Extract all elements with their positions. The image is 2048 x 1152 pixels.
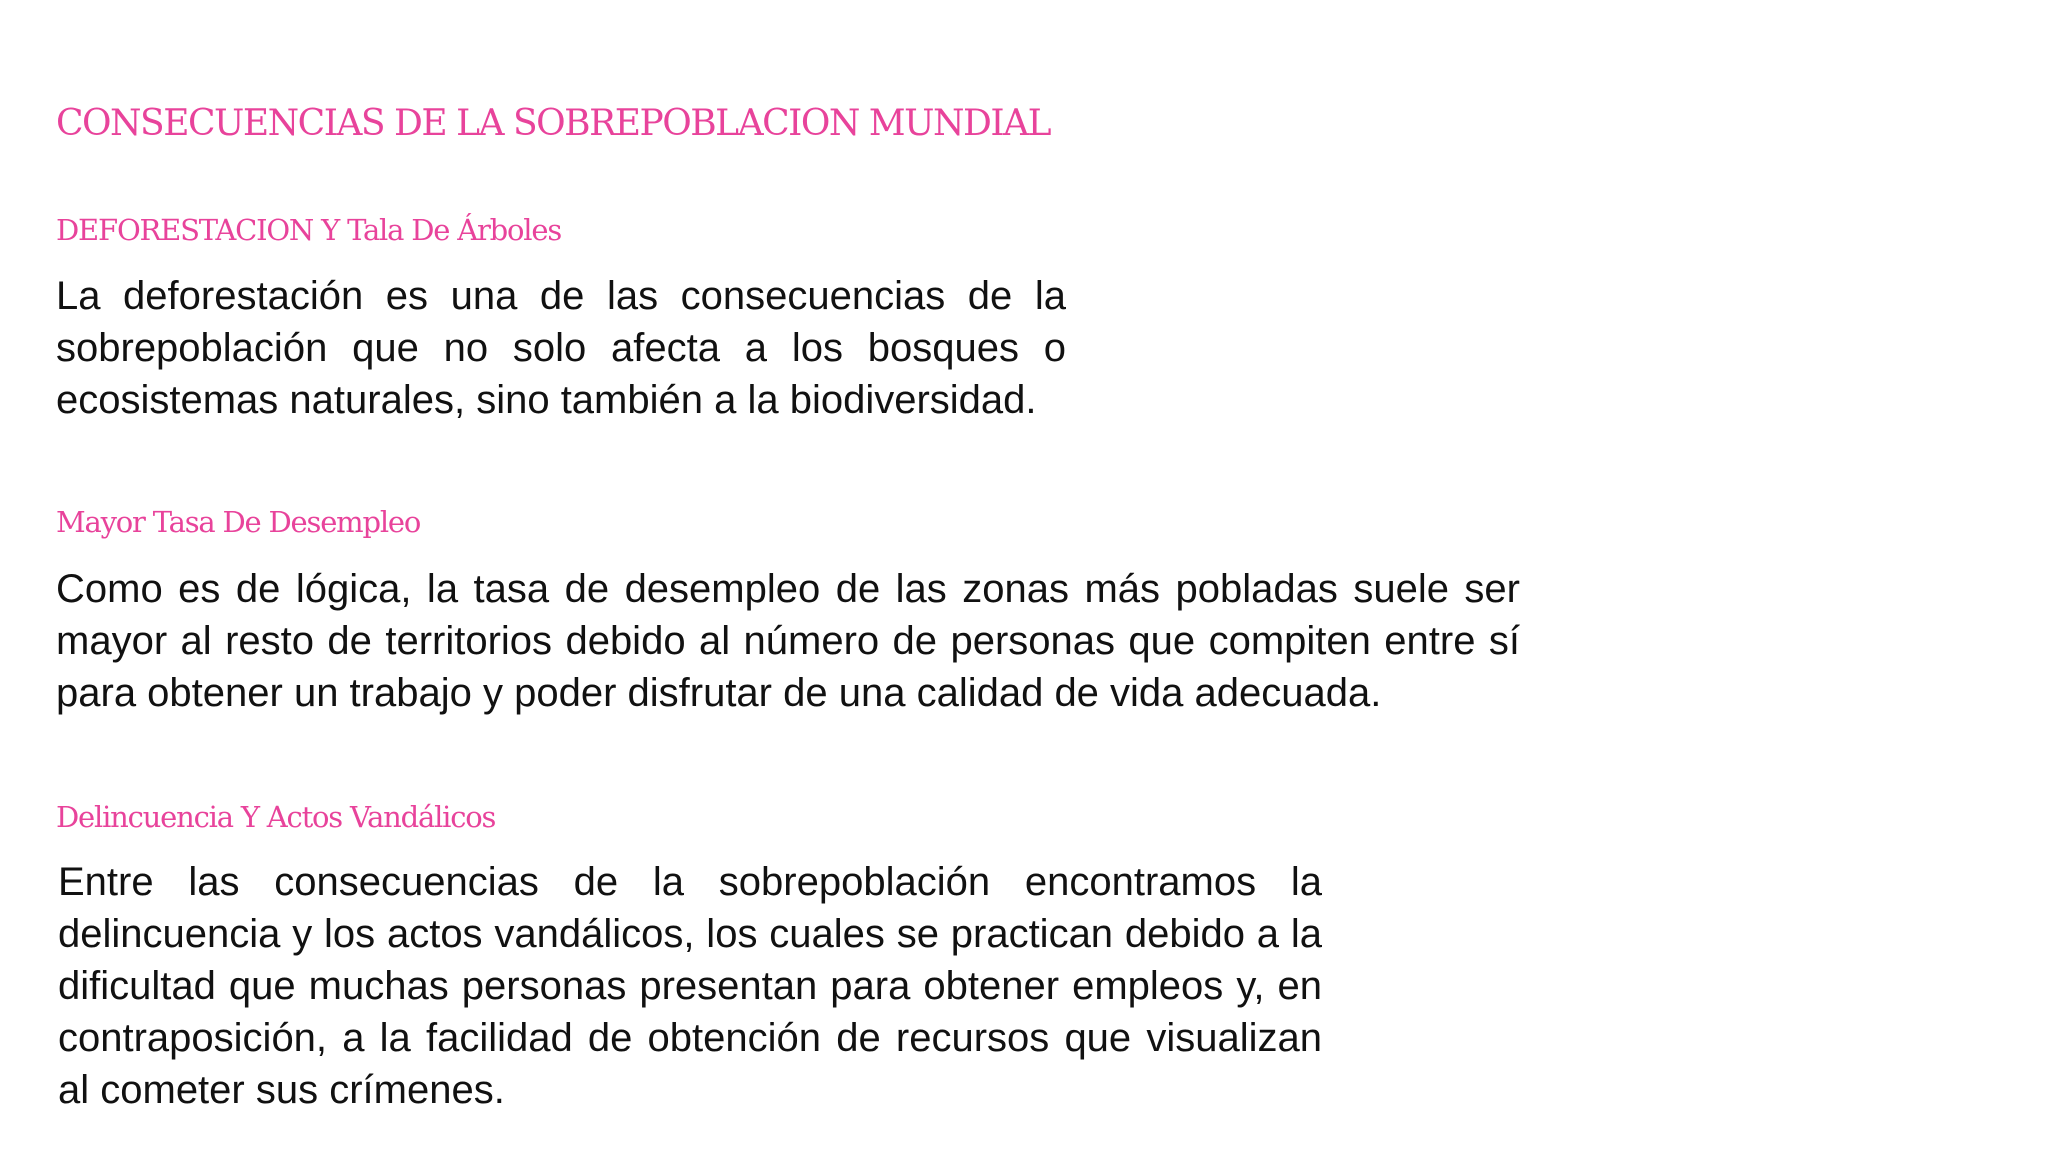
section-body-unemployment: Como es de lógica, la tasa de desempleo de las zonas más pobladas suele ser mayor al resto de territorios debido al número de personas que compiten entre sí para obtener un trabajo y poder disfrutar de una calidad de vida adecuada.	[56, 567, 1520, 715]
section-heading-unemployment: Mayor Tasa De Desempleo	[56, 505, 421, 539]
slide-title: CONSECUENCIAS DE LA SOBREPOBLACION MUNDIAL	[56, 103, 1050, 144]
section-body-deforestation: La deforestación es una de las consecuencias de la sobrepoblación que no solo afecta a los bosques o ecosistemas naturales, sino también a la biodiversidad.	[56, 274, 1066, 422]
section-heading-deforestation: DEFORESTACION Y Tala De Árboles	[56, 213, 562, 247]
section-body-crime: Entre las consecuencias de la sobrepoblación encontramos la delincuencia y los actos vandálicos, los cuales se practican debido a la dificultad que muchas personas presentan para obtener empleos y, en contraposición, a la facilidad de obtención de recursos que visualizan al cometer sus crímenes.	[58, 860, 1322, 1112]
section-heading-crime: Delincuencia Y Actos Vandálicos	[56, 800, 496, 834]
